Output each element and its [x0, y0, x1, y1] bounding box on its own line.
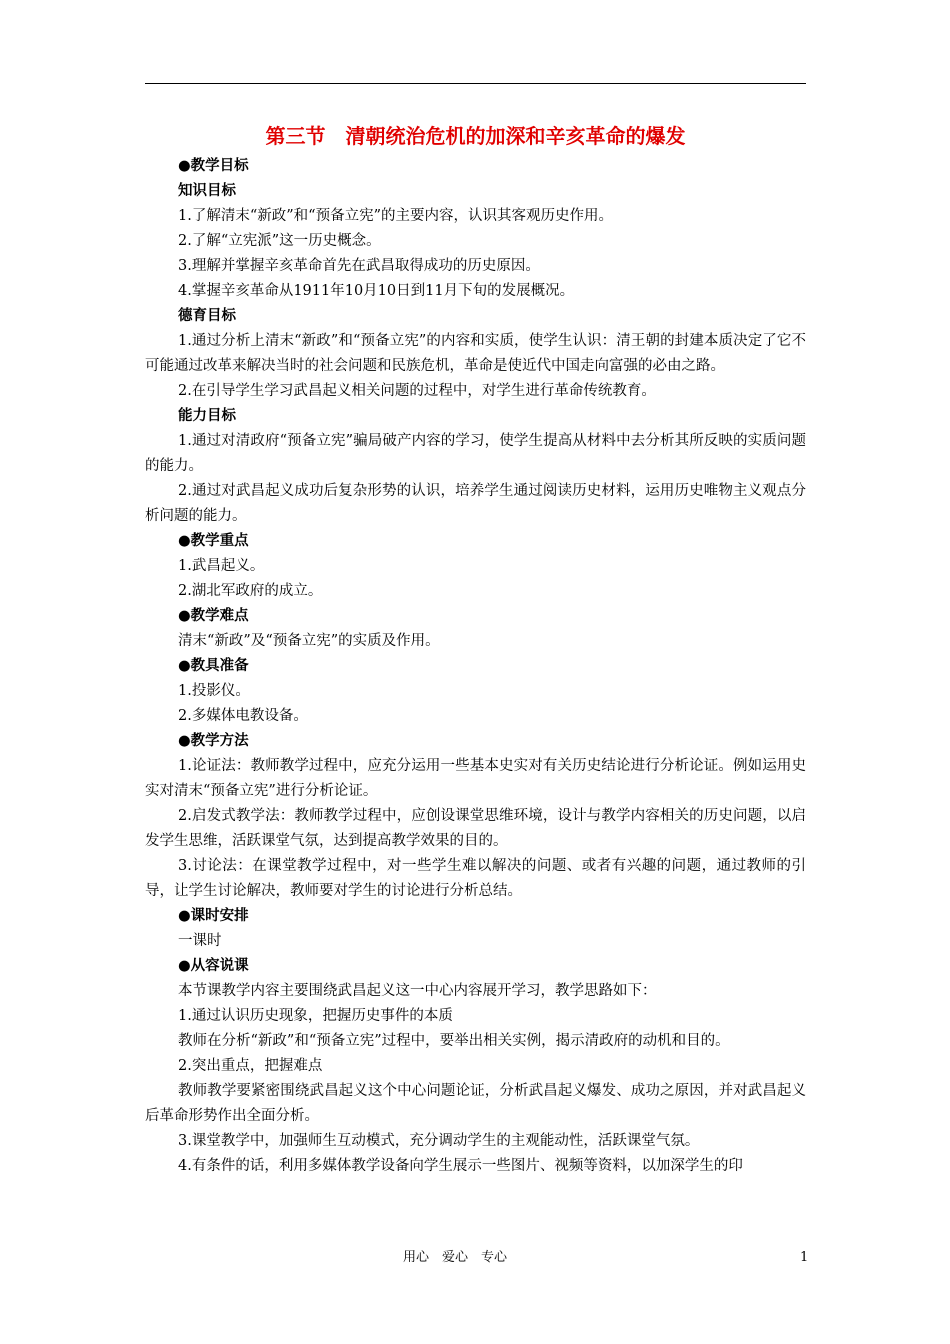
heading-lesson-talk: ●从容说课	[178, 958, 249, 974]
paragraph: 教师教学要紧密围绕武昌起义这个中心问题论证，分析武昌起义爆发、成功之原因，并对武昌起义后革命形势作出全面分析。	[145, 1083, 806, 1124]
heading-teaching-goals: ●教学目标	[178, 158, 249, 174]
heading-ability-goals: 能力目标	[178, 408, 236, 424]
paragraph: 2.湖北军政府的成立。	[178, 583, 323, 599]
paragraph: 2.了解“立宪派”这一历史概念。	[178, 233, 381, 249]
paragraph: 本节课教学内容主要围绕武昌起义这一中心内容展开学习，教学思路如下：	[178, 983, 657, 999]
document-body	[145, 120, 806, 1179]
paragraph: 1.了解清末“新政”和“预备立宪”的主要内容，认识其客观历史作用。	[178, 208, 613, 224]
paragraph: 清末“新政”及“预备立宪”的实质及作用。	[178, 633, 440, 649]
paragraph: 1.论证法：教师教学过程中，应充分运用一些基本史实对有关历史结论进行分析论证。例如运用史实对清末“预备立宪”进行分析论证。	[145, 758, 806, 799]
paragraph: 2.通过对武昌起义成功后复杂形势的认识，培养学生通过阅读历史材料，运用历史唯物主义观点分析问题的能力。	[145, 483, 806, 524]
paragraph: 2.在引导学生学习武昌起义相关问题的过程中，对学生进行革命传统教育。	[178, 383, 656, 399]
paragraph: 一课时	[178, 933, 222, 949]
paragraph: 1.通过分析上清末“新政”和“预备立宪”的内容和实质，使学生认识：清王朝的封建本质决定了它不可能通过改革来解决当时的社会问题和民族危机，革命是使近代中国走向富强的必由之路。	[145, 333, 806, 374]
header-rule	[145, 83, 806, 84]
paragraph: 4.掌握辛亥革命从1911年10月10日到11月下旬的发展概况。	[178, 283, 575, 299]
paragraph: 1.投影仪。	[178, 683, 250, 699]
heading-knowledge-goals: 知识目标	[178, 183, 236, 199]
heading-key-points: ●教学重点	[178, 533, 249, 549]
heading-schedule: ●课时安排	[178, 908, 249, 924]
paragraph: 4.有条件的话，利用多媒体教学设备向学生展示一些图片、视频等资料，以加深学生的印	[178, 1158, 743, 1174]
paragraph: 1.武昌起义。	[178, 558, 265, 574]
heading-difficulties: ●教学难点	[178, 608, 249, 624]
heading-teaching-aids: ●教具准备	[178, 658, 249, 674]
paragraph: 1.通过对清政府“预备立宪”骗局破产内容的学习，使学生提高从材料中去分析其所反映的实质问题的能力。	[145, 433, 806, 474]
section-title: 第三节 清朝统治危机的加深和辛亥革命的爆发	[265, 124, 686, 148]
paragraph: 教师在分析“新政”和“预备立宪”过程中，要举出相关实例，揭示清政府的动机和目的。	[178, 1033, 730, 1049]
footer-slogan: 用心 爱心 专心	[403, 1250, 508, 1265]
paragraph: 1.通过认识历史现象，把握历史事件的本质	[178, 1008, 453, 1024]
heading-moral-goals: 德育目标	[178, 308, 236, 324]
heading-teaching-methods: ●教学方法	[178, 733, 249, 749]
paragraph: 2.突出重点，把握难点	[178, 1058, 323, 1074]
paragraph: 3.课堂教学中，加强师生互动模式，充分调动学生的主观能动性，活跃课堂气氛。	[178, 1133, 700, 1149]
paragraph: 3.讨论法：在课堂教学过程中，对一些学生难以解决的问题、或者有兴趣的问题，通过教师的引导，让学生讨论解决，教师要对学生的讨论进行分析总结。	[145, 858, 806, 899]
paragraph: 3.理解并掌握辛亥革命首先在武昌取得成功的历史原因。	[178, 258, 540, 274]
paragraph: 2.启发式教学法：教师教学过程中，应创设课堂思维环境，设计与教学内容相关的历史问题，以启发学生思维，活跃课堂气氛，达到提高教学效果的目的。	[145, 808, 806, 849]
paragraph: 2.多媒体电教设备。	[178, 708, 308, 724]
page-number: 1	[800, 1250, 809, 1265]
